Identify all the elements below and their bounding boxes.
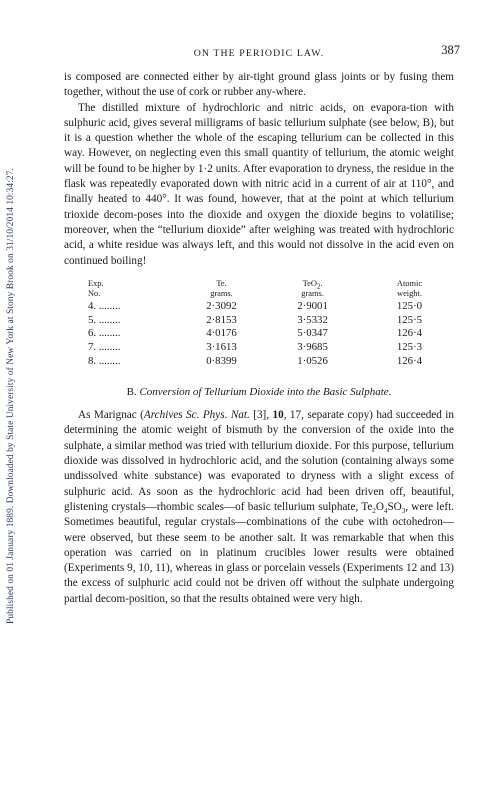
- section-heading-b: [64, 385, 454, 400]
- section-title: Conversion of Tellurium Dioxide into the Basic Sulphate.: [139, 385, 392, 398]
- page-body: [64, 43, 460, 607]
- atomic-weight-cell: 125·3: [396, 341, 423, 354]
- te-cell: 4·0176: [206, 327, 237, 340]
- te-cell: 3·1613: [206, 341, 237, 354]
- exp-cell: 8. ........: [88, 355, 121, 368]
- teo2-cell: 1·0526: [297, 355, 328, 368]
- teo2-cell: 2·9001: [297, 299, 328, 312]
- section-label: B.: [126, 385, 137, 398]
- download-stamp-text: Published on 01 January 1889. Downloaded by State University of New York at Stony Brook on 31/10/2014 10:34:27.: [6, 168, 16, 624]
- te-cell: 2·8153: [206, 313, 237, 326]
- download-stamp: [0, 0, 22, 791]
- te-cell: 2·3092: [206, 299, 237, 312]
- atomic-weight-cell: 126·4: [396, 355, 423, 368]
- exp-cell: 6. ........: [88, 327, 121, 340]
- table-row: [88, 341, 454, 355]
- te-cell: 0·8399: [206, 355, 237, 368]
- table-header-row: [88, 279, 454, 300]
- teo2-cell: 5·0347: [297, 327, 328, 340]
- journal-citation: Archives Sc. Phys. Nat.: [143, 409, 250, 422]
- exp-cell: 7. ........: [88, 341, 121, 354]
- running-title: ON THE PERIODIC LAW.: [193, 48, 325, 59]
- paragraph-distilled-mixture: The distilled mixture of hydrochloric and nitric acids, on evapora-tion with sulphuric acid, gives several milligrams of basic tellurium sulphate (see below, B), but it is a question whether the whole of the escaping tellurium can be collected in this way. However, on neglecting even this small quantity of tellurium, the atomic weight will be found to be higher by 1·2 units. After evaporation to dryness, the residue in the flask was repeatedly evaporated down with nitric acid in a current of air at 110°, and finally heated to 440°. It was found, however, that at the point at which tellurium trioxide decom-poses into the dioxide and oxygen the dioxide begins to volatilise; moreover, when the “tellurium dioxide” after weighing was treated with hydrochloric acid, a white residue was always left, and this would not dissolve in the acid even on continued boiling!: [64, 101, 454, 267]
- page-header: [64, 43, 460, 59]
- header-atomic-weight: Atomic weight.: [396, 278, 423, 299]
- results-table: [88, 279, 454, 369]
- page-number: 387: [441, 43, 460, 57]
- header-te-grams: Te. grams.: [210, 278, 233, 299]
- exp-cell: 4. ........: [88, 299, 121, 312]
- header-teo2-grams: TeO$_2$. grams.: [301, 278, 324, 299]
- exp-cell: 5. ........: [88, 313, 121, 326]
- teo2-cell: 3·9685: [297, 341, 328, 354]
- table-row: [88, 355, 454, 369]
- table-row: [88, 327, 454, 341]
- header-exp-no: Exp. No.: [88, 278, 104, 299]
- paragraph-continuation: is composed are connected either by air-tight ground glass joints or by fusing them together, without the use of cork or rubber any-where.: [64, 71, 454, 99]
- table-row: [88, 314, 454, 328]
- atomic-weight-cell: 126·4: [396, 327, 423, 340]
- teo2-cell: 3·5332: [297, 313, 328, 326]
- atomic-weight-cell: 125·5: [396, 313, 423, 326]
- table-row: [88, 300, 454, 314]
- volume-number: 10: [272, 409, 284, 422]
- atomic-weight-cell: 125·0: [396, 299, 423, 312]
- paragraph-marignac: As Marignac (Archives Sc. Phys. Nat. [3], 10, 17, separate copy) had succeeded in determining the atomic weight of bismuth by the conversion of the oxide into the sulphate, a similar method was tried with tellurium dioxide. For this purpose, tellurium dioxide was dissolved in hydrochloric acid, and the solution (containing always some undissolved white substance) was evaporated to dryness with a slight excess of sulphuric acid. As soon as the hydrochloric acid had been driven off, beautiful, glistening crystals—rhombic scales—of basic tellurium sulphate, $Te_2O_4SO_3$, were left. Sometimes beautiful, regular crystals—combinations of the cube with octohedron—were observed, but these seem to be another salt. It was remarkable that when this operation was carried on in platinum crucibles lower results were obtained (Experiments 9, 10, 11), whereas in glass or porcelain vessels (Experiments 12 and 13) the excess of sulphuric acid could not be driven off without the sulphate undergoing partial decom-position, so that the results obtained were very high.: [64, 409, 454, 605]
